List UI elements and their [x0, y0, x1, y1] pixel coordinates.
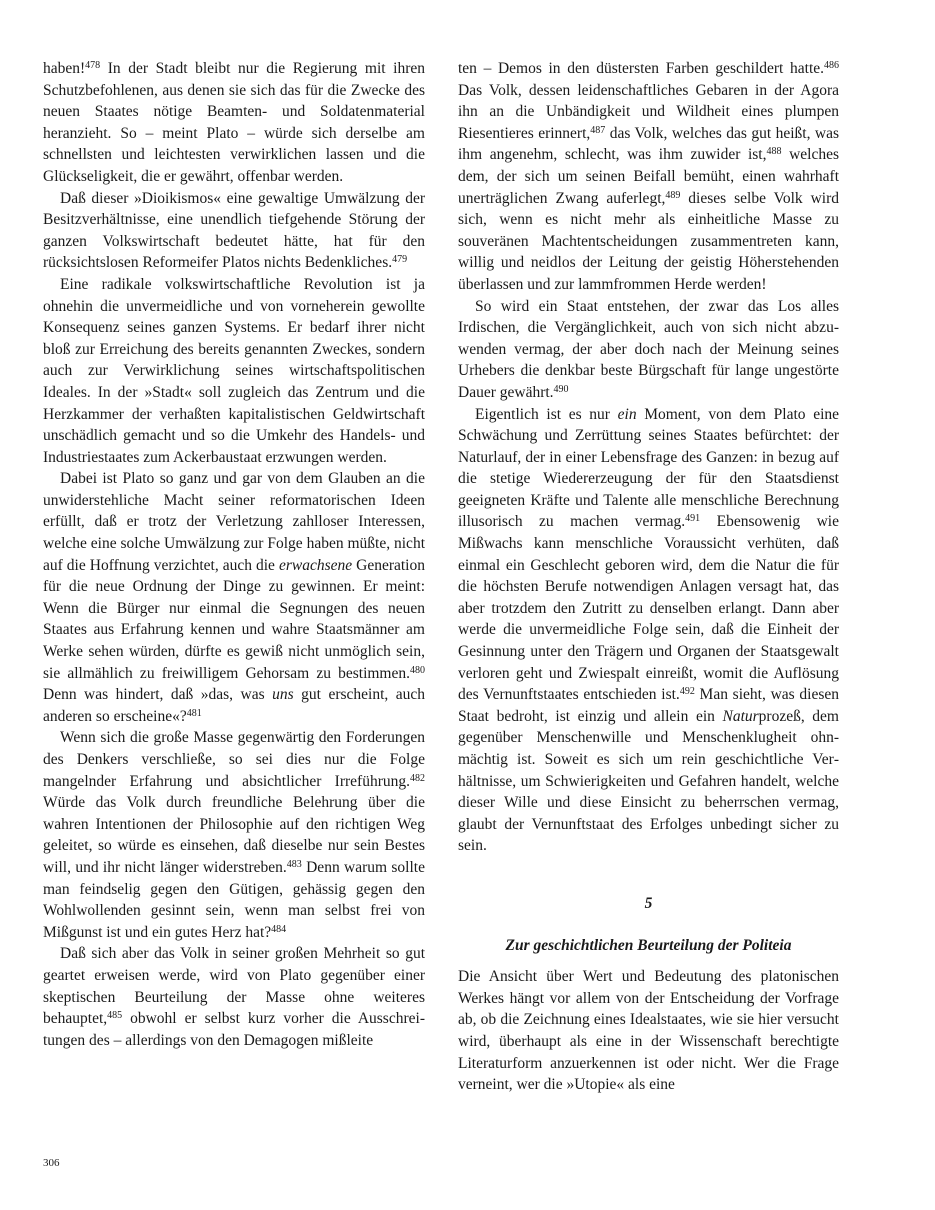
paragraph: haben!$^{478}$ In der Stadt bleibt nur die Regierung mit ihren Schutzbefohlenen, aus denen sie sich das für die Zwecke des neuen Staates nötige Beamten- und Soldatenmaterial heranzieht. So – meint Plato – würde sich derselbe am schnellsten und leichtesten verwirklichen lassen und die Glückseligkeit, die er gewährt, offenbar werden.: [43, 60, 425, 185]
footnote-ref[interactable]: 483: [286, 858, 302, 870]
footnote-ref[interactable]: 484: [271, 923, 287, 935]
footnote-ref[interactable]: 486: [824, 60, 839, 71]
footnote-ref[interactable]: 492: [679, 686, 695, 698]
footnote-ref[interactable]: 482: [410, 772, 425, 784]
paragraph: Die Ansicht über Wert und Bedeutung des platonischen Werkes hängt vor allem von der Entscheidung der Vorfrage ab, ob die Zeichnung eines Idealstaates, wie sie hier versucht wird, überhaupt als eine in der Wissenschaft berechtigte Literaturform anzuerkennen ist oder nicht. Wer die Frage verneint, wer die »Utopie« als eine: [458, 968, 839, 1094]
footnote-ref[interactable]: 487: [590, 124, 606, 136]
footnote-ref[interactable]: 490: [553, 383, 569, 395]
paragraph: So wird ein Staat entstehen, der zwar das Los alles Irdischen, die Vergänglichkeit, auch von sich nicht abzuwenden vermag, der aber doch nach der Meinung seines Urhebers die denkbar beste Bürgschaft für lange ungestörte Dauer gewährt.$^{490}$: [458, 297, 839, 401]
paragraph: Wenn sich die große Masse gegenwärtig den Forderungen des Denkers verschließe, so sei dies nur die Folge mangelnder Erfahrung und absichtlicher Irreführung.$^{482}$ Würde das Volk durch freundliche Belehrung über die wahren Intentionen der Philosophie auf den richtigen Weg geleitet, so würde es einsehen, daß dieselbe nur sein Bestes will, und ihr nicht länger widerstreben.$^{483}$ Denn warum sollte man feindselig gegen den Gütigen, gehässig gegen den Wohlwollenden gesinnt sein, wenn man selbst frei von Mißgunst ist und ein gutes Herz hat?$^{484}$: [43, 729, 425, 941]
footnote-ref[interactable]: 480: [410, 664, 425, 676]
paragraph: Dabei ist Plato so ganz und gar von dem Glauben an die unwiderstehliche Macht seiner reformatorischen Ideen erfüllt, daß er trotz der Verletzung zahlloser Interessen, welche eine solche Umwälzung zur Folge haben müßte, nicht auf die Hoffnung verzichtet, auch die erwachsene Generation für die neue Ordnung der Dinge zu gewinnen. Er meint: Wenn die Bürger nur einmal die Segnungen des neuen Staates aus Erfahrung kennen und wahre Staatsmänner am Werke sehen würden, dürfte es gewiß nicht unmöglich sein, sie allmählich zu freiwilligem Gehorsam zu bestimmen.$^{480}$ Denn was hindert, daß »das, was uns gut erscheint, auch anderen so erscheine«?$^{481}$: [43, 470, 426, 725]
footnote-ref[interactable]: 479: [392, 254, 408, 266]
footnote-ref[interactable]: 491: [685, 513, 701, 525]
paragraph: Eine radikale volkswirtschaftliche Revolution ist ja ohnehin die unvermeidliche und von vorneherein gewollte Konsequenz seines ganzen Systems. Er bedarf ihrer nicht bloß zur Erreichung des bereits genannten Zweckes, sondern auch zur Verwirklichung seines wirtschaftspolitischen Ideales. In der »Stadt« soll zugleich das Zentrum und die Herzkammer der verhaßten kapitalistischen Geldwirtschaft unschädlich gemacht und so die Umkehr des Handels- und Industriestaates zum Ackerbaustaat erzwungen werden.: [43, 275, 425, 466]
footnote-ref[interactable]: 488: [766, 146, 782, 158]
footnote-ref[interactable]: 481: [186, 707, 202, 719]
left-column: [43, 58, 425, 1051]
paragraph: Daß sich aber das Volk in seiner großen Mehrheit so gut geartet erweisen werde, wird von Plato gegenüber einer skeptischen Beurteilung der Masse ohne weiteres behauptet,$^{485}$ obwohl er selbst kurz vorher die Ausschreitungen des – allerdings von den Demagogen mißleite: [43, 945, 425, 1049]
footnote-ref[interactable]: 485: [107, 1010, 123, 1022]
footnote-ref[interactable]: 489: [665, 189, 681, 201]
page-number: 306: [43, 1157, 60, 1169]
paragraph: Daß dieser »Dioikismos« eine gewaltige Umwälzung der Besitzverhältnisse, eine unendlich tiefgehende Störung der ganzen Volkswirtschaft bedeutet hätte, hat für den rücksichtslosen Reformeifer Platos nichts Bedenkliches.$^{479}$: [43, 189, 425, 272]
section-title: Zur geschichtlichen Beurteilung der Politeia: [505, 936, 792, 954]
section-number: 5: [644, 894, 653, 912]
paragraph: ten – Demos in den düstersten Farben geschildert hatte.$^{486}$ Das Volk, dessen leidenschaftliches Gebaren in der Agora ihn an die Unbändigkeit und Wildheit eines plumpen Riesentieres erinnert,$^{487}$ das Volk, welches das gut heißt, was ihm angenehm, schlecht, was ihm zuwider ist,$^{488}$ welches dem, der sich um seinen Beifall bemüht, einen wahrhaft unerträglichen Zwang auferlegt,$^{489}$ dieses selbe Volk wird sich, wenn es nicht mehr als einheitliche Masse zu souveränen Machtentscheidungen zusammentreten kann, willig und neidlos der Leitung der geistig Höherstehenden überlassen und zur lammfrommen Herde werden!: [458, 60, 839, 293]
right-column: [458, 58, 839, 1096]
footnote-ref[interactable]: 478: [85, 60, 101, 71]
paragraph: Eigentlich ist es nur ein Moment, von dem Plato eine Schwächung und Zerrüttung seines Staates befürchtet: der Naturlauf, der in einer Lebensfrage des Ganzen: in bezug auf die stetige Wiedererzeugung der für den Staatsdienst geeigneten Kräfte und Talente alle menschliche Berechnung illusorisch zu machen vermag.$^{491}$ Ebensowenig wie Mißwachs kann menschliche Voraussicht verhüten, daß einmal ein Geschlecht geboren wird, dem die Natur die für die höchsten Berufe notwendigen Anlagen versagt hat, das aber trotzdem den Zutritt zu denselben erlangt. Dann aber werde die unvermeidliche Folge sein, daß die Einheit der Gesinnung unter den Trägern und Organen der Staatsgewalt verloren geht und Zwiespalt einreißt, womit die Auflösung des Vernunftstaates entschieden ist.$^{492}$ Man sieht, was diesen Staat bedroht, ist einzig und allein ein Naturprozeß, dem gegenüber Menschenwille und Menschenklugheit ohnmächtig ist. Soweit es sich um rein geschichtliche Verhältnisse, um Schwierigkeiten und Gefahren handelt, welche dieser Wille und diese Einsicht zu beherrschen vermag, glaubt der Vernunftstaat des Erfolges unbedingt sicher zu sein.: [458, 405, 840, 855]
